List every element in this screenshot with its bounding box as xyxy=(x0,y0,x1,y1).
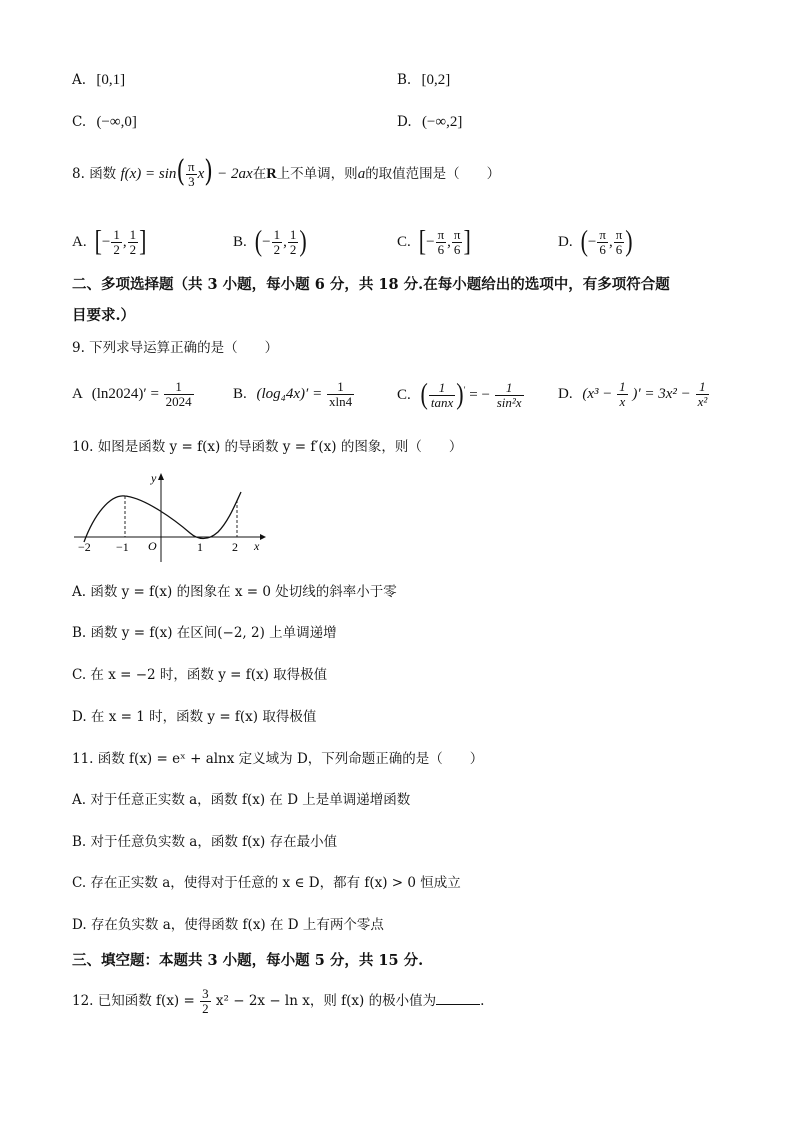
frac-right xyxy=(614,228,625,257)
q9-c-frac1 xyxy=(429,381,455,410)
q8-text: 在 xyxy=(252,166,267,182)
tick-label: 2 xyxy=(232,540,238,554)
q11-option-d: D. 存在负实数 a，使得函数 f(x) 在 D 上有两个零点 xyxy=(72,917,384,933)
q9-option-d xyxy=(558,380,710,409)
frac-num: 1 xyxy=(495,381,524,396)
q11-option-c: C. 存在正实数 a，使得对于任意的 x ∈ D，都有 f(x) > 0 恒成立 xyxy=(72,875,461,891)
frac-num: 3 xyxy=(202,986,209,1001)
frac-den: 2 xyxy=(113,242,120,257)
frac-num: 1 xyxy=(696,380,710,395)
minus-sign: − xyxy=(426,233,435,250)
q8-a: a xyxy=(357,166,366,182)
frac-num: 1 xyxy=(164,380,194,395)
q9-stem: 9. 下列求导运算正确的是（ ） xyxy=(72,340,279,356)
frac-left xyxy=(597,228,608,257)
frac-num: 1 xyxy=(429,381,455,396)
section3-heading: 三、填空题：本题共 3 小题，每小题 5 分，共 15 分. xyxy=(72,952,424,969)
q12-tail: x² − 2x − ln x，则 f(x) 的极小值为 xyxy=(215,993,437,1009)
minus-sign: − xyxy=(262,233,271,250)
frac-num: 1 xyxy=(289,227,297,242)
bracket-open: [ xyxy=(94,222,102,257)
frac-den: 6 xyxy=(437,242,445,257)
frac-den: sin²x xyxy=(496,395,522,411)
frac-num: 1 xyxy=(129,227,137,242)
q8-text: 上不单调，则 xyxy=(276,166,358,182)
q7-option-b xyxy=(397,70,450,90)
frac-num: π xyxy=(437,227,445,242)
origin-label: O xyxy=(148,539,157,553)
frac-num: π xyxy=(453,227,461,242)
q9-d-frac2 xyxy=(696,380,710,409)
q9-a-lhs: (ln2024)′ = xyxy=(91,385,159,402)
q7-option-a xyxy=(72,70,125,90)
option-label: B. xyxy=(233,385,247,402)
frac-den: 2024 xyxy=(165,394,192,409)
option-label: A. xyxy=(72,233,87,250)
x-axis-arrow xyxy=(260,534,266,540)
q9-b-frac xyxy=(327,380,354,409)
q7-option-d xyxy=(397,112,462,132)
minus-sign: − xyxy=(587,233,597,250)
paren-open: ( xyxy=(176,154,186,189)
q9-b-lhs: (log₄4x)′ = xyxy=(256,385,323,402)
q10-option-d: D. 在 x = 1 时，函数 y = f(x) 取得极值 xyxy=(72,709,317,725)
comma: , xyxy=(122,233,127,250)
q9-option-c: C. ( $\frac{1}{\tan x}$ )′ = − $\frac{1}{\text{sin²x}}$ xyxy=(397,376,522,411)
q12-frac xyxy=(200,987,211,1016)
section2-heading: 二、多项选择题（共 3 小题，每小题 6 分，共 18 分.在每小题给出的选项中，有多项符合题 xyxy=(72,276,670,293)
option-label: A xyxy=(72,385,83,402)
frac-den: 2 xyxy=(129,242,137,257)
bracket-close: ] xyxy=(463,222,471,257)
option-label: B. xyxy=(233,233,247,250)
frac-den: 2 xyxy=(273,242,281,257)
option-text: [0,1] xyxy=(96,72,126,88)
frac-right xyxy=(128,228,139,257)
bracket-open: ( xyxy=(580,222,588,257)
q11-option-a: A. 对于任意正实数 a，函数 f(x) 在 D 上是单调递增函数 xyxy=(72,792,411,808)
q9-d-mid: )′ = 3x² − xyxy=(632,385,691,402)
q9-c-frac2 xyxy=(495,381,524,410)
frac-num: 1 xyxy=(327,380,354,395)
frac-den: tanx xyxy=(430,395,454,411)
q9-d-frac1 xyxy=(617,380,628,409)
q9-c-mid: = − xyxy=(469,387,490,403)
option-text: (−∞,0] xyxy=(96,114,137,130)
comma: , xyxy=(447,233,451,250)
option-label: C. xyxy=(397,233,411,250)
q9-option-a xyxy=(72,380,195,409)
q8-R: R xyxy=(266,166,277,182)
frac-den: 3 xyxy=(188,174,195,189)
paren-open: ( xyxy=(420,376,428,410)
option-label: C. xyxy=(397,387,411,403)
q10-option-c: C. 在 x = −2 时，函数 y = f(x) 取得极值 xyxy=(72,667,328,683)
q7-option-c xyxy=(72,112,137,132)
option-label: B. xyxy=(397,72,412,88)
q10-option-b: B. 函数 y = f(x) 在区间(−2, 2) 上单调递增 xyxy=(72,625,337,641)
frac-num: 1 xyxy=(273,227,281,242)
frac-den: 6 xyxy=(615,242,623,257)
frac-num: 1 xyxy=(619,379,626,394)
frac-den: 6 xyxy=(599,242,606,257)
frac-num: π xyxy=(188,159,195,174)
option-label: D. xyxy=(397,114,412,130)
frac-left xyxy=(111,228,122,257)
q8-stem xyxy=(72,154,501,189)
frac-den: 6 xyxy=(453,242,461,257)
q12-prefix: 12. 已知函数 f(x) = xyxy=(72,993,195,1009)
bracket-open: [ xyxy=(418,222,427,257)
derivative-graph xyxy=(70,470,270,565)
paren-close: ) xyxy=(204,154,213,189)
q8-option xyxy=(397,222,471,257)
section2-heading-cont: 目要求.） xyxy=(72,307,136,324)
y-axis-arrow xyxy=(158,473,164,480)
frac-left xyxy=(436,228,447,257)
answer-blank[interactable] xyxy=(436,990,480,1005)
q9-a-frac xyxy=(164,380,194,409)
frac-num: π xyxy=(599,227,606,242)
bracket-close: ] xyxy=(139,222,147,257)
frac-den: xln4 xyxy=(328,394,353,409)
frac-left xyxy=(272,228,283,257)
minus-sign: − xyxy=(101,233,111,250)
q8-option xyxy=(233,222,307,257)
option-label: D. xyxy=(558,385,573,402)
q9-option-b xyxy=(233,380,355,409)
q11-option-b: B. 对于任意负实数 a，函数 f(x) 存在最小值 xyxy=(72,834,338,850)
comma: , xyxy=(283,233,287,250)
option-text: [0,2] xyxy=(421,72,451,88)
paren-close: ) xyxy=(456,376,464,410)
q11-stem: 11. 函数 f(x) = eˣ + alnx 定义域为 D，下列命题正确的是（ ） xyxy=(72,751,484,767)
q8-tail: − 2ax xyxy=(217,166,253,182)
q8-frac xyxy=(186,160,197,189)
q10-stem: 10. 如图是函数 y = f(x) 的导函数 y = f′(x) 的图象，则（ ） xyxy=(72,439,463,455)
q8-prefix: 函数 xyxy=(89,166,117,182)
tick-label: −2 xyxy=(78,540,91,554)
bracket-open: ( xyxy=(254,222,263,257)
option-text: (−∞,2] xyxy=(421,114,463,130)
x-axis-label: x xyxy=(254,539,260,553)
option-label: A. xyxy=(72,72,87,88)
q12-stem xyxy=(72,987,484,1016)
frac-num: π xyxy=(615,227,623,242)
q8-option xyxy=(558,222,633,257)
q8-option xyxy=(72,222,147,257)
frac-den: 2 xyxy=(289,242,297,257)
option-label: D. xyxy=(558,233,573,250)
bracket-close: ) xyxy=(625,222,633,257)
comma: , xyxy=(608,233,613,250)
q12-end: . xyxy=(480,993,485,1009)
q9-d-lhs: (x³ − xyxy=(582,385,613,402)
q8-func: f(x) = sin xyxy=(120,166,177,182)
derivative-curve xyxy=(84,492,241,542)
q8-var: x xyxy=(197,166,205,182)
frac-right xyxy=(452,228,463,257)
frac-den: x² xyxy=(697,394,708,409)
frac-num: 1 xyxy=(113,227,120,242)
q10-option-a: A. 函数 y = f(x) 的图象在 x = 0 处切线的斜率小于零 xyxy=(72,584,397,600)
frac-right xyxy=(288,228,299,257)
y-axis-label: y xyxy=(151,471,157,485)
tick-label: 1 xyxy=(197,540,203,554)
bracket-close: ) xyxy=(299,222,307,257)
q8-text: 的取值范围是（ ） xyxy=(365,166,501,182)
tick-label: −1 xyxy=(116,540,129,554)
frac-den: 2 xyxy=(202,1001,209,1016)
question-number: 8. xyxy=(72,166,85,182)
option-label: C. xyxy=(72,114,87,130)
frac-den: x xyxy=(619,394,626,409)
